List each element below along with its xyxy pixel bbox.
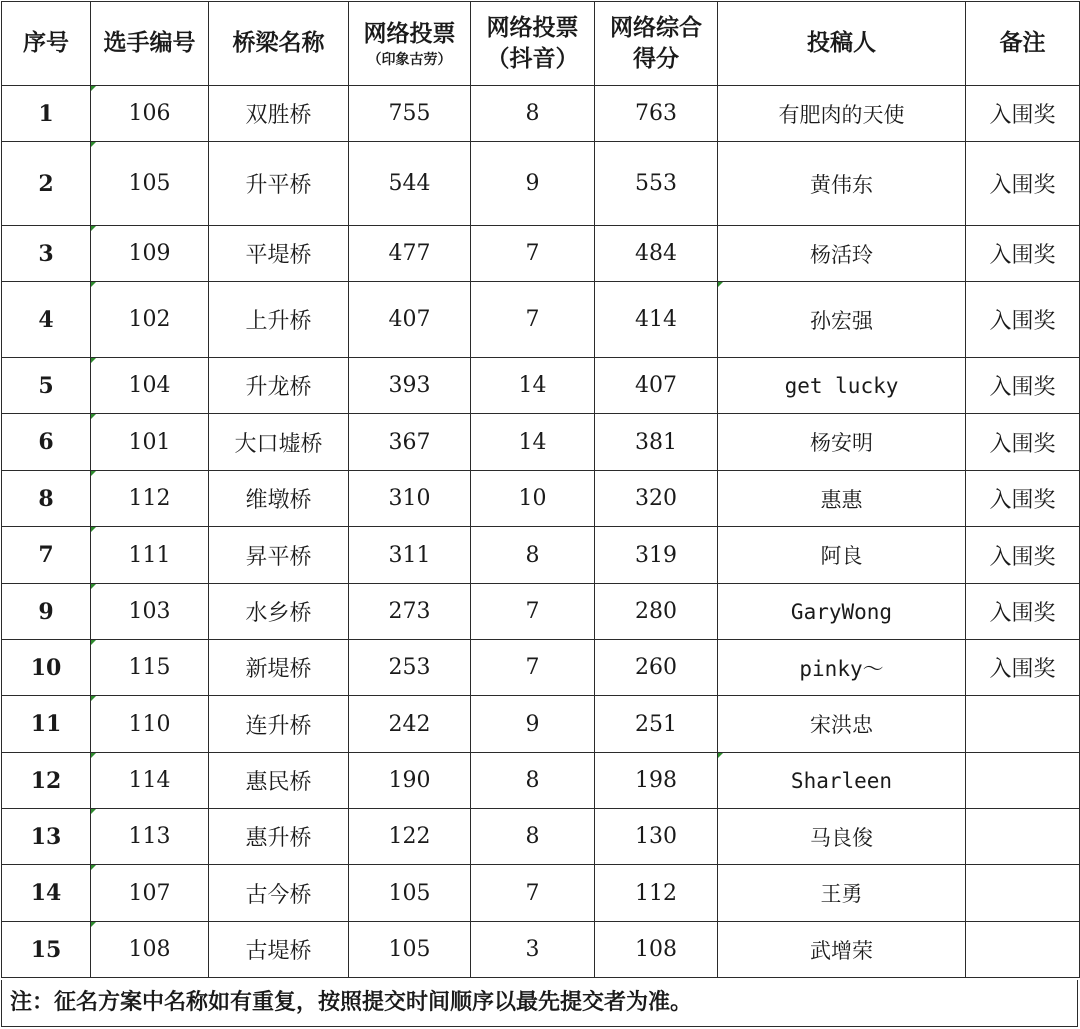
cell-score[interactable]: 198 (595, 753, 718, 809)
cell-score[interactable]: 381 (595, 414, 718, 471)
vote-results-table (1, 1, 1080, 978)
cell-seq[interactable]: 6 (2, 414, 91, 471)
table-body (2, 86, 1080, 978)
cell-bridge-name[interactable]: 昇平桥 (209, 527, 349, 584)
cell-seq[interactable]: 4 (2, 282, 91, 358)
cell-bridge-name[interactable]: 大口墟桥 (209, 414, 349, 471)
cell-player-no[interactable] (91, 922, 209, 978)
comment-marker-icon (91, 226, 96, 231)
cell-player-no-text: 111 (128, 542, 171, 568)
cell-bridge-name[interactable]: 水乡桥 (209, 584, 349, 640)
cell-vote-web[interactable]: 393 (349, 358, 471, 414)
cell-vote-douyin[interactable]: 8 (471, 809, 595, 865)
comment-marker-icon (91, 527, 96, 532)
cell-author[interactable]: get lucky (718, 358, 966, 414)
cell-remark[interactable]: 入围奖 (966, 527, 1080, 584)
cell-remark[interactable]: 入围奖 (966, 358, 1080, 414)
comment-marker-icon (91, 922, 96, 927)
comment-marker-icon (91, 640, 96, 645)
table-row (2, 865, 1080, 922)
cell-author[interactable]: 宋洪忠 (718, 696, 966, 753)
table-row (2, 358, 1080, 414)
cell-vote-web[interactable]: 105 (349, 865, 471, 922)
header-player-no[interactable]: 选手编号 (91, 2, 209, 86)
cell-vote-web[interactable]: 367 (349, 414, 471, 471)
cell-author[interactable]: 王勇 (718, 865, 966, 922)
cell-vote-douyin[interactable]: 14 (471, 414, 595, 471)
header-vote-web-title: 网络投票 (363, 21, 456, 47)
cell-vote-web[interactable]: 311 (349, 527, 471, 584)
cell-player-no-text: 106 (128, 101, 171, 126)
cell-author[interactable]: 杨活玲 (718, 226, 966, 282)
cell-remark[interactable]: 入围奖 (966, 414, 1080, 471)
cell-seq[interactable]: 7 (2, 527, 91, 584)
cell-vote-web[interactable]: 105 (349, 922, 471, 978)
cell-bridge-name[interactable]: 升龙桥 (209, 358, 349, 414)
table-row (2, 809, 1080, 865)
cell-player-no[interactable] (91, 527, 209, 584)
cell-vote-douyin[interactable]: 7 (471, 865, 595, 922)
cell-player-no[interactable] (91, 226, 209, 282)
cell-vote-web[interactable]: 407 (349, 282, 471, 358)
cell-author[interactable] (718, 282, 966, 358)
cell-remark[interactable] (966, 809, 1080, 865)
cell-seq[interactable]: 10 (2, 640, 91, 696)
cell-vote-web[interactable]: 253 (349, 640, 471, 696)
comment-marker-icon (91, 471, 96, 476)
cell-remark[interactable] (966, 865, 1080, 922)
comment-marker-icon (91, 86, 96, 91)
cell-remark[interactable]: 入围奖 (966, 226, 1080, 282)
table-row (2, 753, 1080, 809)
cell-vote-douyin[interactable]: 7 (471, 226, 595, 282)
cell-remark[interactable] (966, 696, 1080, 753)
cell-player-no-text: 112 (128, 486, 171, 511)
cell-author-text: Sharleen (790, 768, 893, 793)
cell-player-no[interactable] (91, 471, 209, 527)
cell-bridge-name[interactable]: 惠升桥 (209, 809, 349, 865)
cell-seq[interactable]: 8 (2, 471, 91, 527)
comment-marker-icon (91, 142, 96, 147)
cell-author[interactable]: pinky～ (718, 640, 966, 696)
cell-player-no-text: 102 (128, 307, 171, 332)
table-row (2, 282, 1080, 358)
cell-bridge-name[interactable]: 维墩桥 (209, 471, 349, 527)
cell-player-no[interactable] (91, 414, 209, 471)
cell-author[interactable]: 阿良 (718, 527, 966, 584)
cell-seq[interactable]: 12 (2, 753, 91, 809)
cell-vote-douyin[interactable]: 9 (471, 696, 595, 753)
cell-vote-douyin[interactable]: 10 (471, 471, 595, 527)
cell-seq[interactable]: 3 (2, 226, 91, 282)
cell-author[interactable]: 杨安明 (718, 414, 966, 471)
comment-marker-icon (91, 809, 96, 814)
cell-remark[interactable] (966, 753, 1080, 809)
cell-remark[interactable]: 入围奖 (966, 86, 1080, 142)
cell-player-no[interactable] (91, 865, 209, 922)
cell-remark[interactable]: 入围奖 (966, 640, 1080, 696)
table-row (2, 414, 1080, 471)
cell-player-no[interactable] (91, 86, 209, 142)
cell-player-no-text: 114 (128, 768, 171, 793)
table-row (2, 86, 1080, 142)
table-row (2, 922, 1080, 978)
cell-vote-web[interactable]: 477 (349, 226, 471, 282)
comment-marker-icon (91, 358, 96, 363)
cell-author-text: 孙宏强 (810, 308, 873, 333)
header-vote-douyin-source: （抖音） (486, 45, 579, 72)
cell-seq[interactable]: 15 (2, 922, 91, 978)
cell-player-no[interactable] (91, 358, 209, 414)
cell-score[interactable]: 414 (595, 282, 718, 358)
table-header-row (2, 2, 1080, 86)
header-vote-web-source: （印象古劳） (367, 52, 452, 68)
cell-player-no-text: 105 (128, 171, 171, 196)
cell-score[interactable]: 280 (595, 584, 718, 640)
table-row (2, 471, 1080, 527)
cell-player-no[interactable] (91, 696, 209, 753)
header-vote-web[interactable] (349, 2, 471, 86)
cell-seq[interactable]: 9 (2, 584, 91, 640)
cell-player-no-text: 109 (128, 241, 171, 266)
cell-bridge-name[interactable]: 古堤桥 (209, 922, 349, 978)
cell-bridge-name[interactable]: 升平桥 (209, 142, 349, 226)
cell-bridge-name[interactable]: 新堤桥 (209, 640, 349, 696)
footnote[interactable]: 注：征名方案中名称如有重复，按照提交时间顺序以最先提交者为准。 (1, 980, 1078, 1027)
table-row (2, 584, 1080, 640)
cell-vote-web[interactable]: 273 (349, 584, 471, 640)
cell-vote-web[interactable]: 122 (349, 809, 471, 865)
cell-remark[interactable]: 入围奖 (966, 282, 1080, 358)
table-row (2, 226, 1080, 282)
cell-player-no-text: 101 (128, 429, 171, 455)
cell-score[interactable]: 553 (595, 142, 718, 226)
cell-score[interactable]: 130 (595, 809, 718, 865)
header-remark[interactable]: 备注 (966, 2, 1080, 86)
header-score[interactable] (595, 2, 718, 86)
header-bridge-name[interactable]: 桥梁名称 (209, 2, 349, 86)
table-row (2, 527, 1080, 584)
cell-vote-web[interactable]: 755 (349, 86, 471, 142)
cell-vote-web[interactable]: 310 (349, 471, 471, 527)
comment-marker-icon (718, 753, 723, 758)
cell-score[interactable]: 251 (595, 696, 718, 753)
cell-score[interactable]: 108 (595, 922, 718, 978)
cell-score[interactable]: 407 (595, 358, 718, 414)
cell-player-no-text: 110 (128, 711, 171, 737)
cell-player-no[interactable] (91, 640, 209, 696)
cell-score[interactable]: 112 (595, 865, 718, 922)
cell-seq[interactable]: 5 (2, 358, 91, 414)
cell-player-no[interactable] (91, 142, 209, 226)
comment-marker-icon (91, 753, 96, 758)
cell-vote-douyin[interactable]: 7 (471, 640, 595, 696)
cell-vote-web[interactable]: 190 (349, 753, 471, 809)
cell-seq[interactable]: 1 (2, 86, 91, 142)
table-row (2, 142, 1080, 226)
cell-score[interactable]: 484 (595, 226, 718, 282)
header-author[interactable]: 投稿人 (718, 2, 966, 86)
comment-marker-icon (91, 696, 96, 701)
comment-marker-icon (91, 282, 96, 287)
cell-author[interactable]: 武增荣 (718, 922, 966, 978)
cell-seq[interactable]: 2 (2, 142, 91, 226)
cell-bridge-name[interactable]: 连升桥 (209, 696, 349, 753)
cell-player-no-text: 115 (128, 655, 171, 680)
cell-vote-douyin[interactable]: 7 (471, 584, 595, 640)
cell-seq[interactable]: 11 (2, 696, 91, 753)
cell-vote-web[interactable]: 242 (349, 696, 471, 753)
cell-bridge-name[interactable]: 双胜桥 (209, 86, 349, 142)
cell-author[interactable] (718, 753, 966, 809)
comment-marker-icon (91, 865, 96, 870)
cell-seq[interactable]: 14 (2, 865, 91, 922)
header-vote-douyin[interactable] (471, 2, 595, 86)
cell-player-no[interactable] (91, 809, 209, 865)
cell-remark[interactable]: 入围奖 (966, 584, 1080, 640)
header-score-line2: 得分 (633, 45, 679, 72)
comment-marker-icon (91, 584, 96, 589)
cell-vote-web[interactable]: 544 (349, 142, 471, 226)
cell-remark[interactable]: 入围奖 (966, 471, 1080, 527)
cell-player-no-text: 113 (128, 824, 171, 849)
header-seq[interactable]: 序号 (2, 2, 91, 86)
cell-author[interactable]: 有肥肉的天使 (718, 86, 966, 142)
cell-player-no-text: 108 (128, 937, 171, 962)
comment-marker-icon (91, 414, 96, 419)
table-row (2, 640, 1080, 696)
cell-score[interactable]: 763 (595, 86, 718, 142)
cell-vote-douyin[interactable]: 3 (471, 922, 595, 978)
cell-score[interactable]: 260 (595, 640, 718, 696)
header-vote-douyin-title: 网络投票 (486, 14, 579, 41)
comment-marker-icon (718, 282, 723, 287)
cell-vote-douyin[interactable]: 9 (471, 142, 595, 226)
cell-author[interactable]: GaryWong (718, 584, 966, 640)
table-row (2, 696, 1080, 753)
cell-bridge-name[interactable]: 惠民桥 (209, 753, 349, 809)
cell-vote-douyin[interactable]: 8 (471, 753, 595, 809)
cell-vote-douyin[interactable]: 8 (471, 527, 595, 584)
cell-vote-douyin[interactable]: 14 (471, 358, 595, 414)
cell-bridge-name[interactable]: 上升桥 (209, 282, 349, 358)
cell-author[interactable]: 黄伟东 (718, 142, 966, 226)
cell-vote-douyin[interactable]: 7 (471, 282, 595, 358)
cell-author[interactable]: 马良俊 (718, 809, 966, 865)
cell-bridge-name[interactable]: 平堤桥 (209, 226, 349, 282)
cell-remark[interactable] (966, 922, 1080, 978)
cell-remark[interactable]: 入围奖 (966, 142, 1080, 226)
cell-player-no[interactable] (91, 753, 209, 809)
cell-score[interactable]: 320 (595, 471, 718, 527)
cell-player-no[interactable] (91, 282, 209, 358)
cell-player-no-text: 107 (128, 880, 171, 906)
cell-bridge-name[interactable]: 古今桥 (209, 865, 349, 922)
cell-player-no-text: 104 (128, 373, 171, 398)
cell-vote-douyin[interactable]: 8 (471, 86, 595, 142)
cell-player-no-text: 103 (128, 599, 171, 624)
cell-score[interactable]: 319 (595, 527, 718, 584)
cell-player-no[interactable] (91, 584, 209, 640)
cell-seq[interactable]: 13 (2, 809, 91, 865)
cell-author[interactable]: 惠惠 (718, 471, 966, 527)
header-score-line1: 网络综合 (610, 14, 702, 41)
